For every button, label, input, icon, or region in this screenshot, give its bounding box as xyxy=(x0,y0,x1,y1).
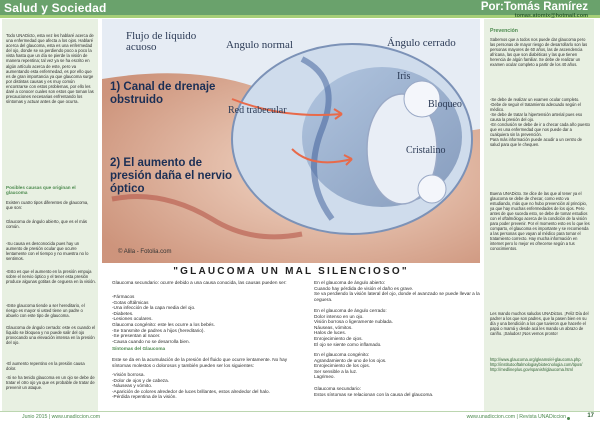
footer-dot-icon xyxy=(567,417,570,420)
closing-paragraph: Buena UNADicto. Se dice de las que al tener ya el glaucoma se debe de checar, como esto va estudiando, más que no hubo prevención al principio, ya que hay muchas enfermedades de los ojos. Pero antes de que suceda esto, se debe de tomar estudios con el oftalmólogo acerca de la condición de la visión para poder prevenir. Por el momento esto es lo que les comparto, el glaucoma es importante y se recomienda a las personas que vayan al médico para tomar el tratamiento correcto. Hay mucha información en internet pero lo mejor es ofrecerse según a tus conocimientos. xyxy=(490,191,590,251)
footer-right-text[interactable]: www.unadiccion.com | Revista UNADiccion xyxy=(466,414,566,420)
label-cristalino: Cristalino xyxy=(406,145,446,156)
footer-left-text[interactable]: Junio 2015 | www.unadiccion.com xyxy=(22,414,101,420)
causes-paragraph-4: -Esto es que el aumento en la presión empuja sobre el nervio óptico y el tener esta presión produce algunas gotitas de ceguera en la visión. xyxy=(6,269,96,285)
section-title: Salud y Sociedad xyxy=(4,1,107,15)
intro-paragraph: Todo UNADicto, esta vez les hablaré acerca de una enfermedad que afecta a los ojos. Hablaré acerca del glaucoma, esta es una enfermedad del ojo, donde se va perdiendo poco a poco la vista hasta que un día se pierde la visión de manera repentina; tal vez ya se ha escrito en algún artículo acerca de este, pero va aumentando esta enfermedad, es por ello que es de gran importancia ya que glaucoma surge por distintas causas y es muy común encontrarse con estos problemas, por ello les daré a conocer cuales son estos que toman las precauciones necesarias enfrentando los síntomas y actuar antes de que ocurra. xyxy=(6,33,94,105)
prevention-list: -Se debe de realizar un examen ocular completo. -Debe de seguir el tratamiento adecuado según el médico. -Se debe de tratar la hipertensión arterial pues eso causa la presión del ojo. -En conclusión se debe de ir a checar cada año puesto que es una enfermedad que nos puede dar a cualquiera sin la prevención. Para más información puede acudir a un centro de salud para que le chequen. xyxy=(490,97,590,147)
causes-paragraph-6: Glaucoma de ángulo cerrado: este es cuando el líquido se bloquea y no puede salir del ojo provocando una elevación intensa en la presión del ojo. xyxy=(6,325,96,346)
prevention-subtitle: Prevención xyxy=(490,28,518,34)
label-bloqueo: Bloqueo xyxy=(428,99,462,110)
secondary-list: -Fármacos -Gotas oftálmicas -Una infección de la capa media del ojo. -Diabetes. -Lesiones oculares. Glaucoma congénito: este les ocurre a los bebés. -Se transmite de padres a hijos (hereditario). -Se presentan al nacer. -Causa cuando no se desarrolla bien. xyxy=(112,294,215,344)
reference-links[interactable]: http://www.glaucoma.org/gleams/el-glaucoma.php http://institutooftalmologiaybiotecnologia.com/tipos/ http://medlineplus.gov/spanish/glaucoma.html xyxy=(490,357,583,372)
label-flujo: Flujo de líquido acuoso xyxy=(126,30,197,53)
causes-paragraph-1: Existen cuatro tipos diferentes de glaucoma, que son: xyxy=(6,200,89,211)
article-title: "GLAUCOMA UN MAL SILENCIOSO" xyxy=(173,266,409,277)
label-red-trabecular: Red trabecular xyxy=(228,105,287,116)
page-number: 17 xyxy=(587,413,594,419)
causes-paragraph-5: -Este glaucoma tiende a ser hereditario, el riesgo es mayor si usted tiene un padre o abuelo con este tipo de glaucoma. xyxy=(6,303,85,319)
congenital-symptoms: En el glaucoma congénito: Agrandamiento de uno de los ojos. Enrojecimiento de los ojos. Ser sensible a la luz. Lagrimeo. xyxy=(314,352,387,380)
closed-angle-symptoms: En el glaucoma de ángulo cerrado: Dolor intenso en un ojo. Visión borrosa o ligeramente nublada. Náuseas, vómitos. Halos de luces. Enrojecimiento de ojos. El ojo se siente como inflamado. xyxy=(314,308,393,347)
image-credit: © Alila - Fotolia.com xyxy=(118,249,172,255)
symptoms-paragraph: Este se da en la acumulación de la presión del fluido que ocurre lentamente. No hay síntomas molestos o dolorosos y también pueden ser los siguientes: xyxy=(112,357,288,368)
label-iris: Iris xyxy=(397,71,411,82)
caption-canal: 1) Canal de drenaje obstruido xyxy=(110,81,216,106)
secondary-paragraph: Glaucoma secundario: ocurre debido a una causa conocida, las causas pueden ser: xyxy=(112,280,287,285)
page-footer xyxy=(0,411,600,425)
author-email[interactable]: tomas.atomix@hotmail.com xyxy=(514,13,588,19)
caption-presion: 2) El aumento de presión daña el nervio óptico xyxy=(110,157,233,195)
label-angulo-cerrado: Ángulo cerrado xyxy=(387,37,456,49)
causes-paragraph-3: -Su causa es desconocida pues hay un aumento de presión ocular que ocurre lentamente con el tiempo y no muestra no lo sentimos. xyxy=(6,241,89,262)
secondary-symptoms: Glaucoma secundario: Estos síntomas se relacionan con la causa del glaucoma. xyxy=(314,386,434,397)
right-column xyxy=(484,19,594,411)
header-stripe xyxy=(0,15,600,18)
prevention-paragraph-1: Sabemos que a todos nos puede dar glaucoma pero las personas de mayor riesgo de desarrollarlo son las personas mayores de 60 años, las de ascendencia africana, las que son diabéticas y las que tienen herencia de algún familiar. Se debe de realizar un examen ocular completo a partir de los 40 años. xyxy=(490,37,588,67)
symptoms-list: -Visión borrosa. -Dolor de ojos y de cabeza. -Náuseas y vómito. -Aparición de colores alrededor de luces brillantes, estos alrededor del halo. -Pérdida repentina de la visión. xyxy=(112,372,270,400)
author-name: Por:Tomás Ramírez xyxy=(480,1,588,13)
eye-illustration xyxy=(102,19,480,263)
label-angulo-normal: Angulo normal xyxy=(226,39,293,51)
causes-paragraph-7: -El aumento repentino en la presión causa dolor. xyxy=(6,361,85,372)
symptoms-subtitle: Síntomas del Glaucoma xyxy=(112,346,166,351)
causes-paragraph-2: Glaucoma de ángulo abierto, que es el más común. xyxy=(6,219,88,230)
causes-subtitle: Posibles causas que originan el glaucoma xyxy=(6,185,76,196)
causes-paragraph-8: -Si se ha tenido glaucoma en un ojo se debe de tratar el otro ojo ya que es probable de tratar de prevenir un ataque. xyxy=(6,375,95,391)
left-column xyxy=(2,19,98,411)
eye-diagram xyxy=(102,19,480,263)
open-angle-symptoms: En el glaucoma de ángulo abierto: Cuando hay pérdida de visión el daño es grave. Se va perdiendo la visión lateral del ojo, donde el avanzado se puede llevar a la ceguera. xyxy=(314,280,480,302)
greetings-paragraph: Les mando muchos saludos UNADictos. ¡Feliz Día del padre! a los que son padres, que la pasen bien en su día y una bendición a los que tuvieron que hacerle el papá o mamá y desde acá les mando un abrazo de cariño. ¡Saludos! ¡Nos vemos pronto! xyxy=(490,311,589,336)
